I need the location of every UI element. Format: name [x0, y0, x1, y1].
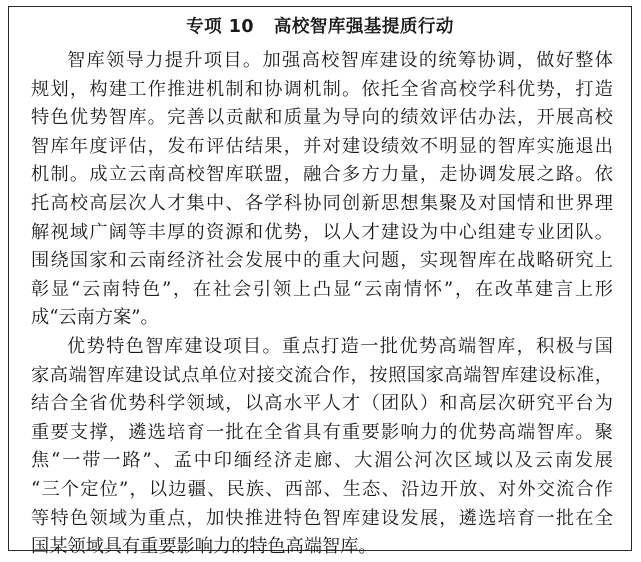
- program-box: [8, 6, 632, 558]
- text-line: 特色优势智库。完善以贡献和质量为导向的绩效评估办法，开展高校: [31, 107, 613, 129]
- text-line: 彰显“云南特色”，在社会引领上凸显“云南情怀”，在改革建言上形: [31, 278, 613, 300]
- text-line: 结合全省优势科学领域，以高水平人才（团队）和高层次研究平台为: [31, 393, 613, 415]
- text-line: 解视域广阔等丰厚的资源和优势，以人才建设为中心组建专业团队。: [31, 221, 613, 243]
- text-line: 托高校高层次人才集中、各学科协同创新思想集聚及对国情和世界理: [31, 192, 613, 214]
- text-line: 国某领域具有重要影响力的特色高端智库。: [31, 536, 377, 558]
- text-line: 优势特色智库建设项目。重点打造一批优势高端智库，积极与国: [67, 336, 613, 357]
- text-line: 家高端智库建设试点单位对接交流合作，按照国家高端智库建设标准，: [31, 364, 613, 386]
- text-line: 智库年度评估，发布评估结果，并对建设绩效不明显的智库实施退出: [31, 135, 613, 157]
- text-line: 智库领导力提升项目。加强高校智库建设的统筹协调，做好整体: [67, 50, 613, 71]
- text-line: 等特色领域为重点，加快推进特色智库建设发展，遴选培育一批在全: [31, 507, 613, 529]
- paragraph-featured-think-tanks: [31, 333, 613, 562]
- text-line: “三个定位”，以边疆、民族、西部、生态、沿边开放、对外交流合作: [31, 478, 613, 500]
- text-line: 围绕国家和云南经济社会发展中的重大问题，实现智库在战略研究上: [31, 250, 613, 272]
- text-line: 机制。成立云南高校智库联盟，融合多方力量，走协调发展之路。依: [31, 164, 613, 186]
- text-line: 成“云南方案”。: [31, 307, 159, 329]
- text-line: 重要支撑，遴选培育一批在全省具有重要影响力的优势高端智库。聚: [31, 421, 613, 443]
- box-title: 专项 10 高校智库强基提质行动: [186, 17, 454, 37]
- paragraph-think-tank-leadership: [31, 47, 613, 333]
- text-line: 焦“一带一路”、孟中印缅经济走廊、大湄公河次区域以及云南发展: [31, 450, 613, 472]
- text-line: 规划，构建工作推进机制和协调机制。依托全省高校学科优势，打造: [31, 78, 613, 100]
